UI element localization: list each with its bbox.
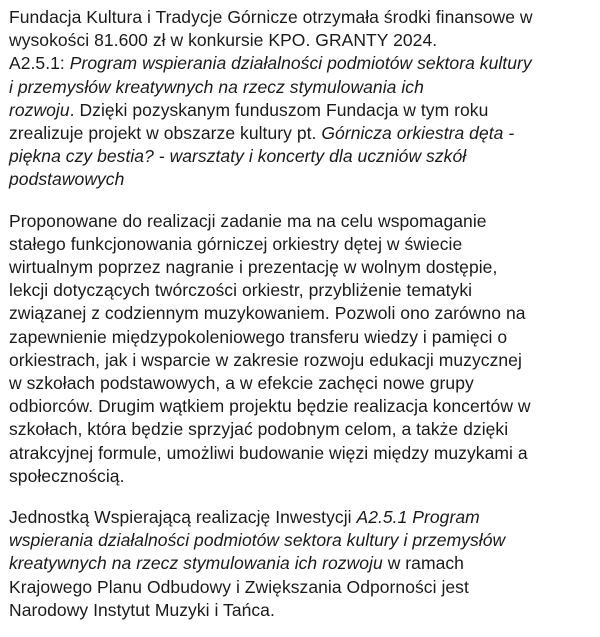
text-line [9,599,593,622]
italic-text-segment: podstawowych [9,169,125,190]
text-line [9,29,593,52]
text-line [9,349,593,372]
text-line [9,465,593,488]
text-segment: atrakcyjnej formule, umożliwi budowanie więzi między muzykami a [9,442,528,463]
italic-text-segment: kreatywnych na rzecz stymulowania ich rozwoju [9,553,383,574]
text-segment: związanej z codziennym muzykowaniem. Pozwoli ono zarówno na [9,303,526,324]
text-line [9,145,593,168]
text-line [9,99,593,122]
text-line [9,76,593,99]
paragraph-supporting-unit [9,506,593,622]
text-line [9,372,593,395]
text-segment: . Dzięki pozyskanym funduszom Fundacja w tym roku [69,99,489,120]
text-line [9,395,593,418]
italic-text-segment: piękna czy bestia? - warsztaty i koncerty dla uczniów szkół [9,146,467,167]
text-line [9,326,593,349]
text-line [9,52,593,75]
text-segment: lekcji dotyczących twórczości orkiestr, przybliżenie tematyki [9,280,473,301]
text-line [9,442,593,465]
paragraph-grant-announcement [9,6,593,192]
text-segment: Proponowane do realizacji zadanie ma na celu wspomaganie [9,210,487,231]
italic-text-segment: i przemysłów kreatywnych na rzecz stymulowania ich [9,76,424,97]
text-segment: społecznością. [9,465,125,486]
document-body [9,6,593,622]
italic-text-segment: rozwoju [9,99,70,120]
text-line [9,122,593,145]
text-line [9,233,593,256]
text-line [9,6,593,29]
text-line [9,279,593,302]
text-segment: odbiorców. Drugim wątkiem projektu będzie realizacja koncertów w [9,396,531,417]
text-line [9,506,593,529]
text-segment: A2.5.1: [9,53,70,74]
text-line [9,552,593,575]
text-segment: szkołach, która będzie sprzyjać podobnym celom, a także dzięki [9,419,509,440]
text-line [9,302,593,325]
text-segment: Krajowego Planu Odbudowy i Zwiększania Odporności jest [9,576,469,597]
text-line [9,210,593,233]
text-segment: zrealizuje projekt w obszarze kultury pt. [9,123,322,144]
italic-text-segment: wspierania działalności podmiotów sektora kultury i przemysłów [9,530,506,551]
text-line [9,418,593,441]
text-segment: w szkołach podstawowych, a w efekcie zachęci nowe grupy [9,373,474,394]
text-segment: orkiestrach, jak i wsparcie w zakresie rozwoju edukacji muzycznej [9,349,522,370]
text-segment: wirtualnym poprzez nagranie i prezentację w wolnym dostępie, [9,257,498,278]
text-segment: w ramach [382,553,464,574]
text-segment: Jednostką Wspierającą realizację Inwestycji [9,507,357,528]
text-segment: Narodowy Instytut Muzyki i Tańca. [9,599,275,620]
text-line [9,168,593,191]
text-line [9,256,593,279]
text-segment: Fundacja Kultura i Tradycje Górnicze otrzymała środki finansowe w [9,7,533,27]
text-segment: wysokości 81.600 zł w konkursie KPO. GRANTY 2024. [9,30,438,51]
paragraph-project-description [9,210,593,488]
text-line [9,529,593,552]
italic-text-segment: Program wspierania działalności podmiotów sektora kultury [69,53,532,74]
text-line [9,576,593,599]
italic-text-segment: Górnicza orkiestra dęta - [321,123,515,144]
text-segment: zapewnienie międzypokoleniowego transferu wiedzy i pamięci o [9,326,508,347]
text-segment: stałego funkcjonowania górniczej orkiestry dętej w świecie [9,233,463,254]
italic-text-segment: A2.5.1 Program [356,507,480,528]
